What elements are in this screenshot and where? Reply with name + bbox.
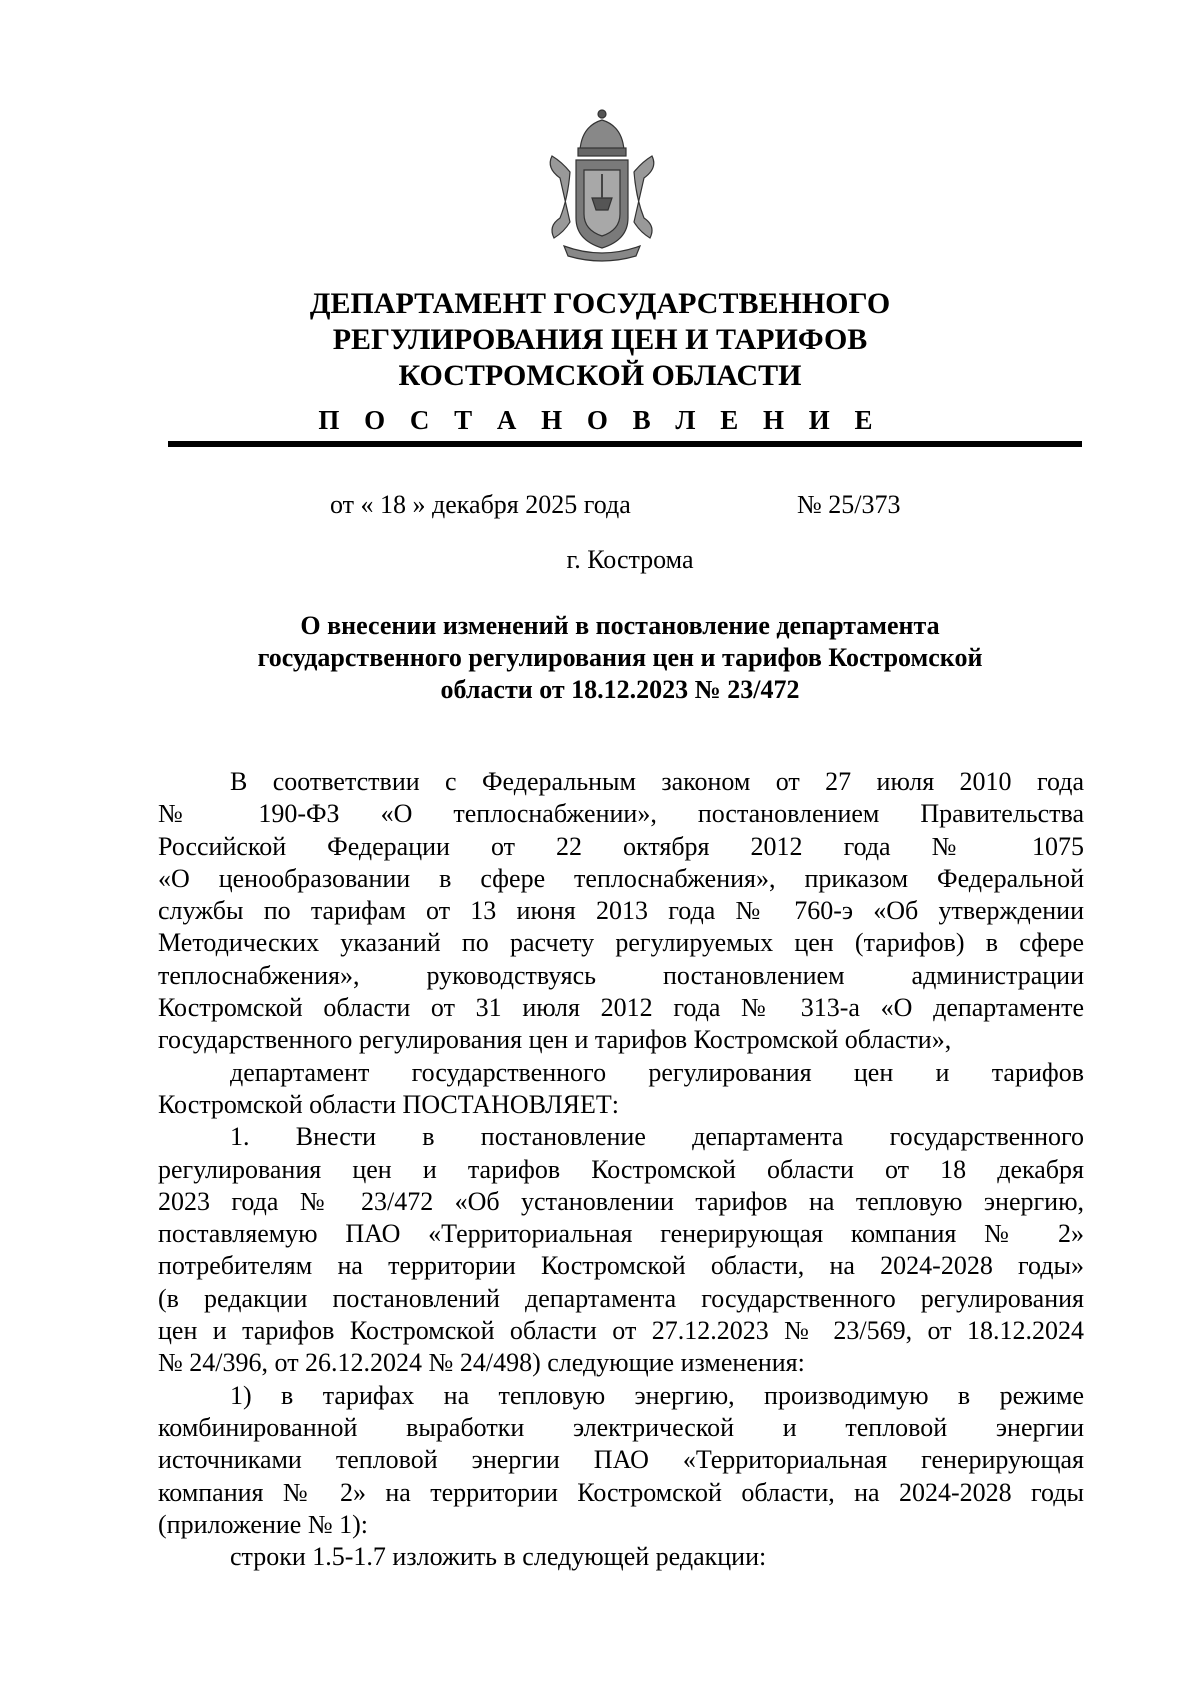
department-name-line: РЕГУЛИРОВАНИЯ ЦЕН И ТАРИФОВ — [332, 323, 868, 356]
body-line: строки 1.5-1.7 изложить в следующей редакции: — [230, 1542, 767, 1572]
body-line: службы по тарифам от 13 июня 2013 года № 760-э «Об утверждении — [158, 896, 1084, 926]
body-line: компания № 2» на территории Костромской области, на 2024-2028 годы — [158, 1477, 1084, 1507]
body-line: источниками тепловой энергии ПАО «Территориальная генерирующая — [158, 1445, 1084, 1475]
decree-type-title: П О С Т А Н О В Л Е Н И Е — [318, 405, 882, 435]
body-line: поставляемую ПАО «Территориальная генерирующая компания № 2» — [158, 1219, 1084, 1249]
body-line: (в редакции постановлений департамента государственного регулирования — [158, 1283, 1084, 1313]
body-line: Методических указаний по расчету регулируемых цен (тарифов) в сфере — [158, 928, 1084, 958]
body-line: № 190-ФЗ «О теплоснабжении», постановлением Правительства — [158, 799, 1084, 829]
body-line: теплоснабжения», руководствуясь постановлением администрации — [158, 960, 1084, 990]
body-line: Костромской области от 31 июля 2012 года № 313-а «О департаменте — [158, 993, 1084, 1023]
header-divider — [168, 441, 1082, 447]
subject-line: области от 18.12.2023 № 23/472 — [440, 675, 800, 704]
body-line: 1. Внести в постановление департамента государственного — [230, 1122, 1084, 1152]
body-line: регулирования цен и тарифов Костромской области от 18 декабря — [158, 1154, 1084, 1184]
decree-body — [158, 766, 1084, 1573]
body-line: потребителям на территории Костромской области, на 2024-2028 годы» — [158, 1251, 1084, 1281]
body-line: Костромской области ПОСТАНОВЛЯЕТ: — [158, 1089, 619, 1119]
department-name — [200, 286, 1000, 394]
body-line: государственного регулирования цен и тарифов Костромской области», — [158, 1025, 952, 1055]
body-line: комбинированной выработки электрической и тепловой энергии — [158, 1412, 1084, 1442]
body-line: (приложение № 1): — [158, 1509, 369, 1539]
body-line: Российской Федерации от 22 октября 2012 года № 1075 — [158, 831, 1084, 861]
decree-subject — [200, 610, 1040, 706]
body-line: «О ценообразовании в сфере теплоснабжения», приказом Федеральной — [158, 863, 1084, 893]
body-line: департамент государственного регулирования цен и тарифов — [230, 1057, 1084, 1087]
body-line: 1) в тарифах на тепловую энергию, производимую в режиме — [230, 1380, 1084, 1410]
body-line: цен и тарифов Костромской области от 27.12.2023 № 23/569, от 18.12.2024 — [158, 1316, 1084, 1346]
body-line: 2023 года № 23/472 «Об установлении тарифов на тепловую энергию, — [158, 1186, 1084, 1216]
coat-of-arms-icon — [540, 108, 664, 263]
department-name-line: КОСТРОМСКОЙ ОБЛАСТИ — [398, 359, 802, 392]
subject-line: О внесении изменений в постановление департамента — [300, 611, 940, 640]
body-line: № 24/396, от 26.12.2024 № 24/498) следующие изменения: — [158, 1348, 805, 1378]
decree-city: г. Кострома — [566, 545, 694, 574]
department-name-line: ДЕПАРТАМЕНТ ГОСУДАРСТВЕННОГО — [309, 287, 891, 320]
decree-date: от « 18 » декабря 2025 года — [330, 490, 631, 519]
body-line: В соответствии с Федеральным законом от 27 июля 2010 года — [230, 767, 1084, 796]
subject-line: государственного регулирования цен и тарифов Костромской — [257, 643, 983, 672]
decree-number: № 25/373 — [797, 490, 901, 519]
